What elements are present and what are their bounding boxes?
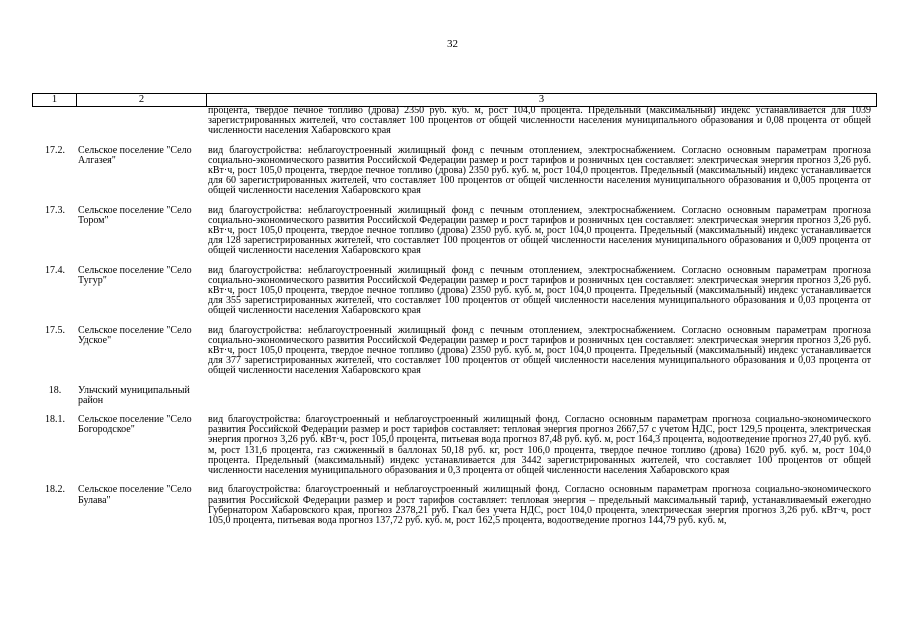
header-col-3: 3 <box>207 94 877 107</box>
table-row <box>32 146 877 197</box>
row-number: 17.5. <box>45 324 65 336</box>
row-description: вид благоустройства: неблагоустроенный жилищный фонд с печным отоплением, электроснабжением. Согласно основным параметрам прогноза социально-экономического развития Российской Федерации размер и рост тарифов и розничных цен составляет: электрическая энергия прогноз 3,26 руб. кВт·ч, рост 105,0 процента, твердое печное топливо (дрова) 2350 руб. куб. м, рост 104,0 процента. Предельный (максимальный) индекс устанавливается для 377 зарегистрированных жителей, что составляет 100 процентов от общей численности населения муниципального образования и 0,03 процента от общей численности населения Хабаровского края <box>208 324 871 377</box>
row-description: процента, твердое печное топливо (дрова) 2350 руб. куб. м, рост 104,0 процента. Предельный (максимальный) индекс устанавливается для 1039 зарегистрированных жителей, что составляет 100 процентов от общей численности населения муниципального образования и 0,08 процента от общей численности населения Хабаровского края <box>208 106 871 137</box>
table-row <box>32 326 877 377</box>
header-row <box>33 94 877 107</box>
row-number: 18.1. <box>45 414 65 426</box>
row-number: 17.2. <box>45 144 65 156</box>
row-description: вид благоустройства: неблагоустроенный жилищный фонд с печным отоплением, электроснабжением. Согласно основным параметрам прогноза социально-экономического развития Российской Федерации размер и рост тарифов и розничных цен составляет: электрическая энергия прогноз 3,26 руб. кВт·ч, рост 105,0 процента, твердое печное топливо (дрова) 2350 руб. куб. м, рост 104,0 процента. Предельный (максимальный) индекс устанавливается для 128 зарегистрированных жителей, что составляет 100 процентов от общей численности населения муниципального образования и 0,009 процента от общей численности населения Хабаровского края <box>208 204 871 257</box>
settlement-name: Сельское поселение "Село Тором" <box>78 204 192 226</box>
row-description: вид благоустройства: неблагоустроенный жилищный фонд с печным отоплением, электроснабжением. Согласно основным параметрам прогноза социально-экономического развития Российской Федерации размер и рост тарифов и розничных цен составляет: электрическая энергия прогноз 3,26 руб. кВт·ч, рост 105,0 процента, твердое печное топливо (дрова) 2350 руб. куб. м, рост 104,0 процента. Предельный (максимальный) индекс устанавливается для 355 зарегистрированных жителей, что составляет 100 процентов от общей численности населения муниципального образования и 0,03 процента от общей численности населения Хабаровского края <box>208 264 871 317</box>
row-description: вид благоустройства: благоустроенный и неблагоустроенный жилищный фонд. Согласно основным параметрам прогноза социально-экономического развития Российской Федерации размер и рост тарифов составляет: тепловая энергия прогноз 2667,57 с учетом НДС, рост 129,5 процента, электрическая энергия прогноз 3,26 руб. кВт·ч, рост 105,0 процента, питьевая вода прогноз 87,48 руб. куб. м, рост 164,3 процента, водоотведение прогноз 27,40 руб. куб. м, рост 131,6 процента, газ сжиженный в баллонах 50,18 руб. кг, рост 106,0 процента, твердое печное топливо (дрова) 1620 руб. куб. м, рост 104,0 процента. Предельный (максимальный) индекс устанавливается для 3442 зарегистрированных жителей, что составляет 100 процентов от общей численности населения муниципального образования и 0,3 процента от общей численности населения Хабаровского края <box>208 414 871 477</box>
row-description: вид благоустройства: благоустроенный и неблагоустроенный жилищный фонд. Согласно основным параметрам прогноза социально-экономического развития Российской Федерации размер и рост тарифов составляет: тепловая энергия – предельный максимальный тариф, устанавливаемый ежегодно Губернатором Хабаровского края, прогноз 2378,21 руб. Гкал без учета НДС, рост 104,0 процента, электрическая энергия прогноз 3,26 руб. кВт·ч, рост 105,0 процента, питьевая вода прогноз 137,72 руб. куб. м, рост 162,5 процента, водоотведение прогноз 144,79 руб. куб. м, <box>208 484 871 526</box>
row-description: вид благоустройства: неблагоустроенный жилищный фонд с печным отоплением, электроснабжением. Согласно основным параметрам прогноза социально-экономического развития Российской Федерации размер и рост тарифов и розничных цен составляет: электрическая энергия прогноз 3,26 руб. кВт·ч, рост 105,0 процента, твердое печное топливо (дрова) 2350 руб. куб. м, рост 104,0 процентов. Предельный (максимальный) индекс устанавливается для 60 зарегистрированных жителей, что составляет 100 процентов от общей численности населения муниципального образования и 0,005 процента от общей численности населения Хабаровского края <box>208 144 871 197</box>
settlement-name: Сельское поселение "Село Удское" <box>78 324 192 346</box>
settlement-name: Сельское поселение "Село Булава" <box>78 484 192 506</box>
header-col-1: 1 <box>33 94 77 107</box>
row-number: 18.2. <box>45 484 65 496</box>
district-name: Ульчский муниципальный район <box>78 384 190 406</box>
table-body <box>32 106 877 640</box>
page-number: 32 <box>447 38 458 50</box>
row-number: 17.4. <box>45 264 65 276</box>
settlement-name: Сельское поселение "Село Алгазея" <box>78 144 192 166</box>
settlement-name: Сельское поселение "Село Богородское" <box>78 414 192 436</box>
table-row <box>32 106 877 137</box>
table-row <box>32 386 877 406</box>
row-number: 18. <box>48 384 62 396</box>
header-col-2: 2 <box>77 94 207 107</box>
table-row <box>32 415 877 476</box>
settlement-name: Сельское поселение "Село Тугур" <box>78 264 192 286</box>
row-number: 17.3. <box>45 204 65 216</box>
table-row <box>32 266 877 317</box>
table-row <box>32 485 877 526</box>
table-header <box>32 93 877 107</box>
table-row <box>32 206 877 257</box>
